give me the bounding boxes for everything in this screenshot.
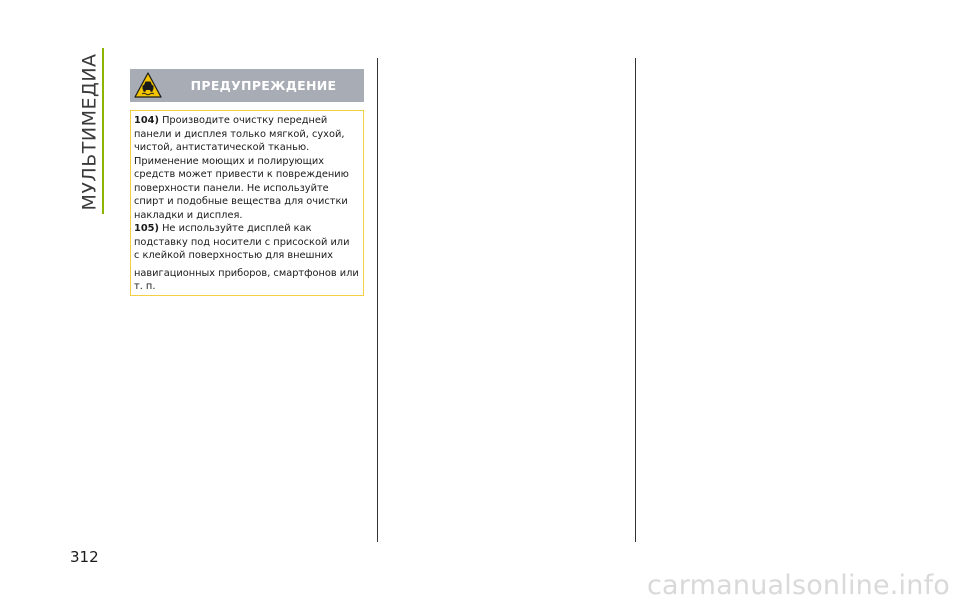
warning-item-line: спирт и подобные вещества для очистки	[134, 196, 348, 207]
warning-box	[130, 110, 364, 296]
warning-item-line: Применение моющих и полирующих	[134, 155, 325, 167]
watermark: carmanualsonline.info	[647, 570, 950, 601]
warning-item-line	[134, 114, 360, 128]
warning-title: ПРЕДУПРЕЖДЕНИЕ	[190, 78, 337, 93]
warning-item-line: подставку под носители с присоской или	[134, 236, 350, 248]
warning-text: Не используйте дисплей как	[162, 223, 312, 234]
warning-item-line: панели и дисплея только мягкой, сухой,	[134, 128, 345, 140]
warning-item-105	[134, 222, 360, 294]
section-title-text: МУЛЬТИМЕДИА	[79, 53, 102, 211]
warning-item-line: с клейкой поверхностью для внешних	[134, 250, 334, 261]
column-divider-1	[377, 58, 378, 542]
column-divider-2	[635, 58, 636, 542]
warning-header	[130, 69, 364, 102]
page-number: 312	[70, 548, 99, 566]
warning-item-line	[134, 222, 360, 236]
warning-item-104	[134, 114, 360, 222]
warning-item-line: накладки и дисплея.	[134, 209, 243, 221]
warning-item-line: чистой, антистатической тканью.	[134, 142, 310, 153]
warning-item-number: 104)	[134, 115, 159, 126]
warning-item-line: т. п.	[134, 281, 156, 292]
warning-item-line: навигационных приборов, смартфонов или	[134, 267, 359, 279]
warning-item-line: средств может привести к повреждению	[134, 169, 349, 180]
warning-item-number: 105)	[134, 223, 159, 234]
section-accent-line	[102, 48, 104, 214]
car-skid-warning-icon	[133, 71, 163, 101]
warning-text: Производите очистку передней	[162, 115, 328, 126]
warning-item-line: поверхности панели. Не используйте	[134, 182, 329, 194]
